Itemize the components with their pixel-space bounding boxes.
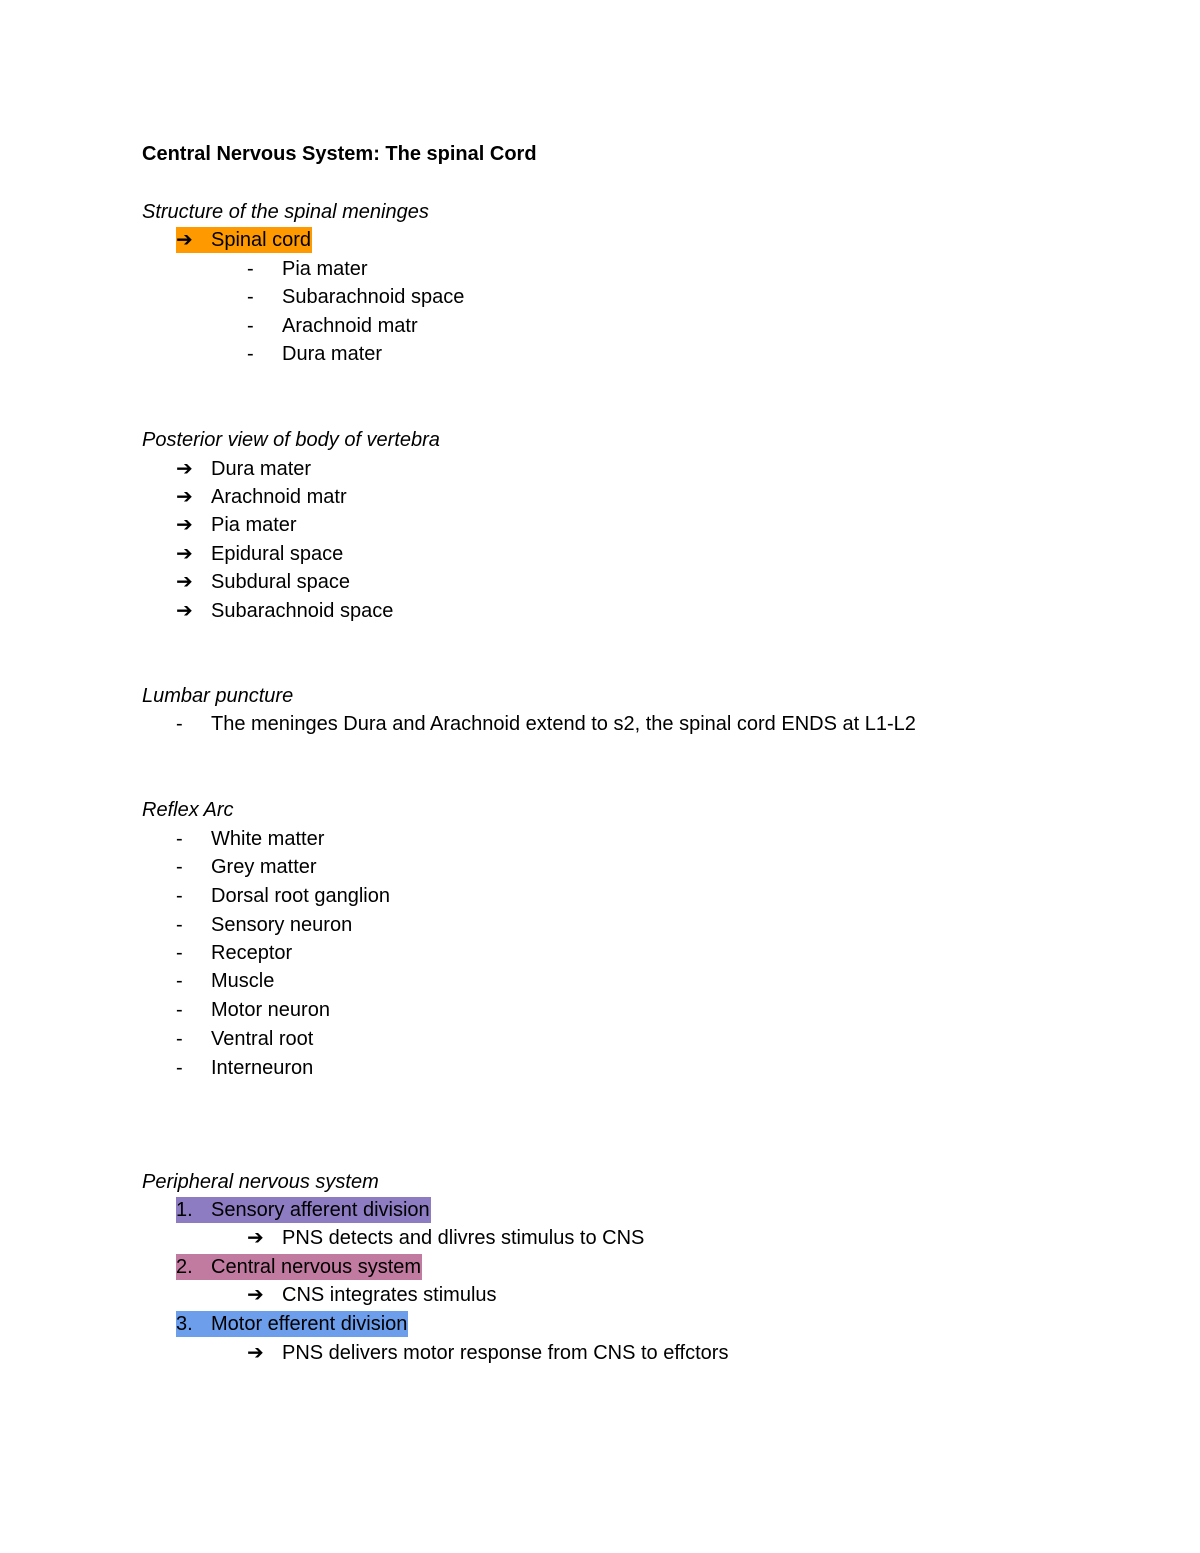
section-heading-posterior: Posterior view of body of vertebra (142, 429, 440, 451)
list-item-label: Spinal cord (211, 229, 312, 251)
list-item: Receptor (211, 942, 293, 964)
arrow-icon: ➔ (247, 1342, 264, 1364)
blue-highlight (176, 1311, 408, 1337)
spinal-cord-highlight-item (176, 227, 312, 253)
list-item: Motor neuron (211, 999, 330, 1021)
arrow-icon: ➔ (176, 571, 193, 593)
pink-highlight (176, 1254, 422, 1280)
list-item: Epidural space (211, 543, 344, 565)
arrow-icon: ➔ (176, 600, 193, 622)
bullet-dash: - (247, 286, 254, 308)
bullet-dash: - (176, 1057, 183, 1079)
bullet-dash: - (247, 315, 254, 337)
bullet-dash: - (176, 914, 183, 936)
arrow-icon: ➔ (247, 1227, 264, 1249)
bullet-dash: - (176, 1028, 183, 1050)
sub-item: PNS delivers motor response from CNS to effctors (282, 1342, 729, 1364)
list-item: Dorsal root ganglion (211, 885, 390, 907)
list-item: Dura mater (282, 343, 383, 365)
list-item: White matter (211, 828, 325, 850)
item-number: 3. (176, 1313, 193, 1335)
list-item: Ventral root (211, 1028, 314, 1050)
sub-item: CNS integrates stimulus (282, 1284, 497, 1306)
list-item: Dura mater (211, 458, 312, 480)
bullet-dash: - (176, 970, 183, 992)
list-item: Subarachnoid space (282, 286, 465, 308)
list-item: Sensory neuron (211, 914, 353, 936)
bullet-dash: - (176, 999, 183, 1021)
numbered-item (176, 1254, 422, 1280)
item-number: 1. (176, 1199, 193, 1221)
list-item: Muscle (211, 970, 275, 992)
section-heading-lumbar: Lumbar puncture (142, 685, 294, 707)
list-item-label: Sensory afferent division (211, 1199, 430, 1221)
numbered-item (176, 1197, 431, 1223)
bullet-dash: - (176, 828, 183, 850)
arrow-icon: ➔ (247, 1284, 264, 1306)
orange-highlight (176, 227, 312, 253)
list-item: Subdural space (211, 571, 350, 593)
list-item-label: Central nervous system (211, 1256, 422, 1278)
sub-item: PNS detects and dlivres stimulus to CNS (282, 1227, 645, 1249)
list-item: Grey matter (211, 856, 317, 878)
bullet-dash: - (176, 885, 183, 907)
bullet-dash: - (176, 942, 183, 964)
document-title: Central Nervous System: The spinal Cord (142, 143, 537, 165)
list-item-label: Motor efferent division (211, 1313, 408, 1335)
arrow-icon: ➔ (176, 458, 193, 480)
bullet-dash: - (247, 343, 254, 365)
section-heading-meninges: Structure of the spinal meninges (142, 201, 429, 223)
list-item: Pia mater (282, 258, 368, 280)
bullet-dash: - (247, 258, 254, 280)
section-heading-reflex: Reflex Arc (142, 799, 234, 821)
purple-highlight (176, 1197, 431, 1223)
numbered-item (176, 1311, 408, 1337)
arrow-icon: ➔ (176, 229, 193, 251)
arrow-icon: ➔ (176, 486, 193, 508)
list-item: Arachnoid matr (211, 486, 347, 508)
bullet-dash: - (176, 856, 183, 878)
list-item: Pia mater (211, 514, 297, 536)
list-item: Subarachnoid space (211, 600, 394, 622)
list-item: The meninges Dura and Arachnoid extend to s2, the spinal cord ENDS at L1-L2 (211, 713, 916, 735)
bullet-dash: - (176, 713, 183, 735)
list-item: Arachnoid matr (282, 315, 418, 337)
arrow-icon: ➔ (176, 514, 193, 536)
arrow-icon: ➔ (176, 543, 193, 565)
section-heading-pns: Peripheral nervous system (142, 1171, 379, 1193)
item-number: 2. (176, 1256, 193, 1278)
list-item: Interneuron (211, 1057, 314, 1079)
